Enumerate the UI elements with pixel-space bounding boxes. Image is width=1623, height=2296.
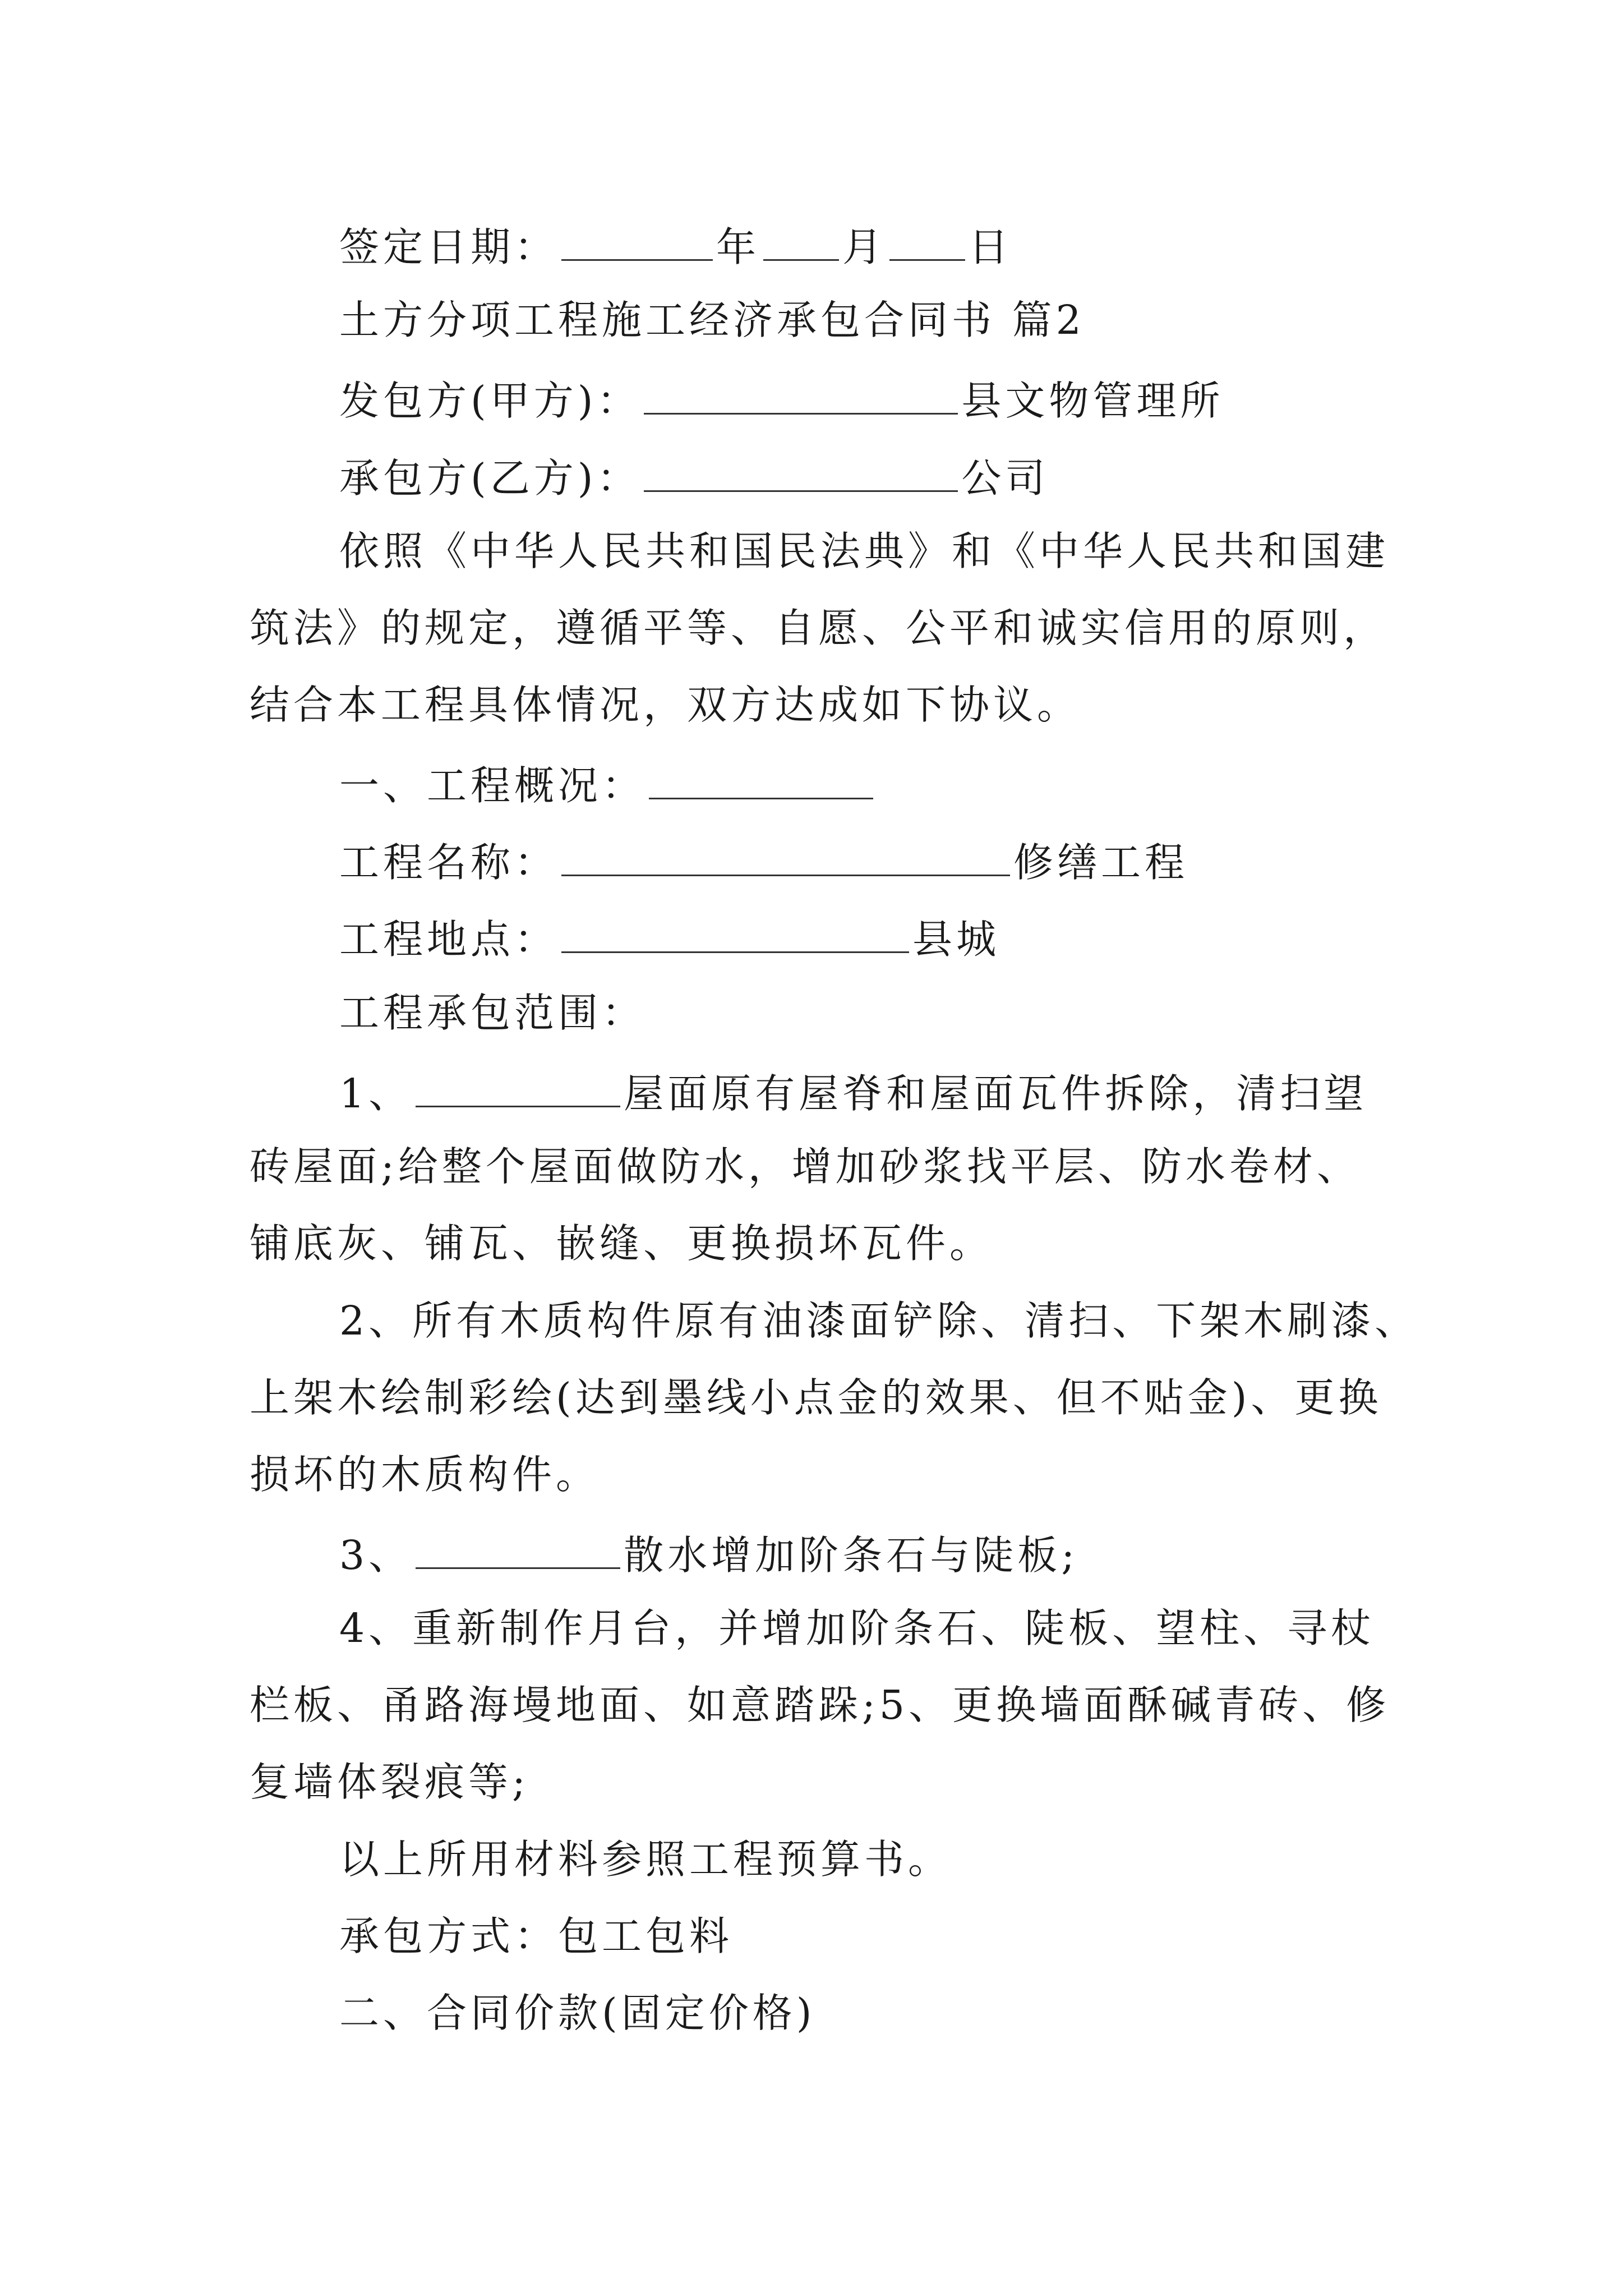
project-location-suffix: 县城	[912, 915, 1000, 963]
project-name-line	[339, 839, 1189, 886]
sign-date-label: 签定日期：	[339, 223, 559, 270]
scope-label: 工程承包范围：	[339, 990, 646, 1036]
item2-line-3: 损坏的木质构件。	[250, 1451, 600, 1498]
party-a-blank	[644, 377, 958, 415]
intro-line-2: 筑法》的规定，遵循平等、自愿、公平和诚实信用的原则，	[250, 605, 1387, 651]
project-name-blank	[561, 839, 1010, 876]
intro-line-3: 结合本工程具体情况，双方达成如下协议。	[250, 682, 1081, 728]
project-name-suffix: 修缮工程	[1013, 839, 1189, 886]
sign-date-year-blank	[561, 223, 713, 261]
sign-date-day-label: 日	[969, 223, 1013, 270]
section2-heading: 二、合同价款(固定价格)	[339, 1990, 816, 2036]
party-b-suffix: 公司	[961, 454, 1049, 501]
section1-heading-blank	[649, 762, 873, 799]
sign-date-day-blank	[889, 223, 965, 261]
party-b-line	[339, 454, 1049, 501]
party-a-line	[339, 377, 1224, 424]
party-a-suffix: 县文物管理所	[961, 377, 1224, 424]
item1-line-2: 砖屋面;给整个屋面做防水，增加砂浆找平层、防水卷材、	[250, 1143, 1361, 1190]
party-a-label: 发包方(甲方)：	[339, 377, 641, 424]
sign-date-line	[339, 223, 1013, 270]
item3-blank	[416, 1531, 620, 1569]
item4-line-2: 栏板、甬路海墁地面、如意踏跺;5、更换墙面酥碱青砖、修	[250, 1682, 1390, 1728]
contract-mode: 承包方式：包工包料	[339, 1913, 734, 1959]
item1-line-3: 铺底灰、铺瓦、嵌缝、更换损坏瓦件。	[250, 1220, 994, 1267]
item4-line-1: 4、重新制作月台，并增加阶条石、陡板、望柱、寻杖	[339, 1605, 1375, 1651]
project-location-line	[339, 915, 1000, 963]
item4-line-3: 复墙体裂痕等;	[250, 1759, 529, 1805]
item3-prefix: 3、	[339, 1531, 413, 1579]
party-b-blank	[644, 454, 958, 492]
sign-date-month-label: 月	[842, 223, 887, 270]
item1-line-1	[339, 1070, 1368, 1117]
project-location-blank	[561, 915, 909, 953]
intro-line-1: 依照《中华人民共和国民法典》和《中华人民共和国建	[339, 528, 1390, 574]
item2-line-1: 2、所有木质构件原有油漆面铲除、清扫、下架木刷漆、	[339, 1297, 1419, 1344]
sign-date-month-blank	[763, 223, 839, 261]
item1-line1-rest: 屋面原有屋脊和屋面瓦件拆除，清扫望	[624, 1070, 1368, 1117]
document-title: 土方分项工程施工经济承包合同书 篇2	[339, 297, 1085, 343]
project-location-label: 工程地点：	[339, 915, 559, 963]
item1-prefix: 1、	[339, 1070, 413, 1117]
materials-note: 以上所用材料参照工程预算书。	[339, 1836, 952, 1883]
item3-rest: 散水增加阶条石与陡板;	[624, 1531, 1079, 1579]
section1-heading: 一、工程概况：	[339, 762, 646, 809]
section1-heading-line	[339, 762, 877, 809]
item2-line-2: 上架木绘制彩绘(达到墨线小点金的效果、但不贴金)、更换	[250, 1374, 1382, 1421]
item3-line	[339, 1531, 1079, 1579]
party-b-label: 承包方(乙方)：	[339, 454, 641, 501]
project-name-label: 工程名称：	[339, 839, 559, 886]
item1-blank	[416, 1070, 620, 1107]
sign-date-year-label: 年	[716, 223, 760, 270]
